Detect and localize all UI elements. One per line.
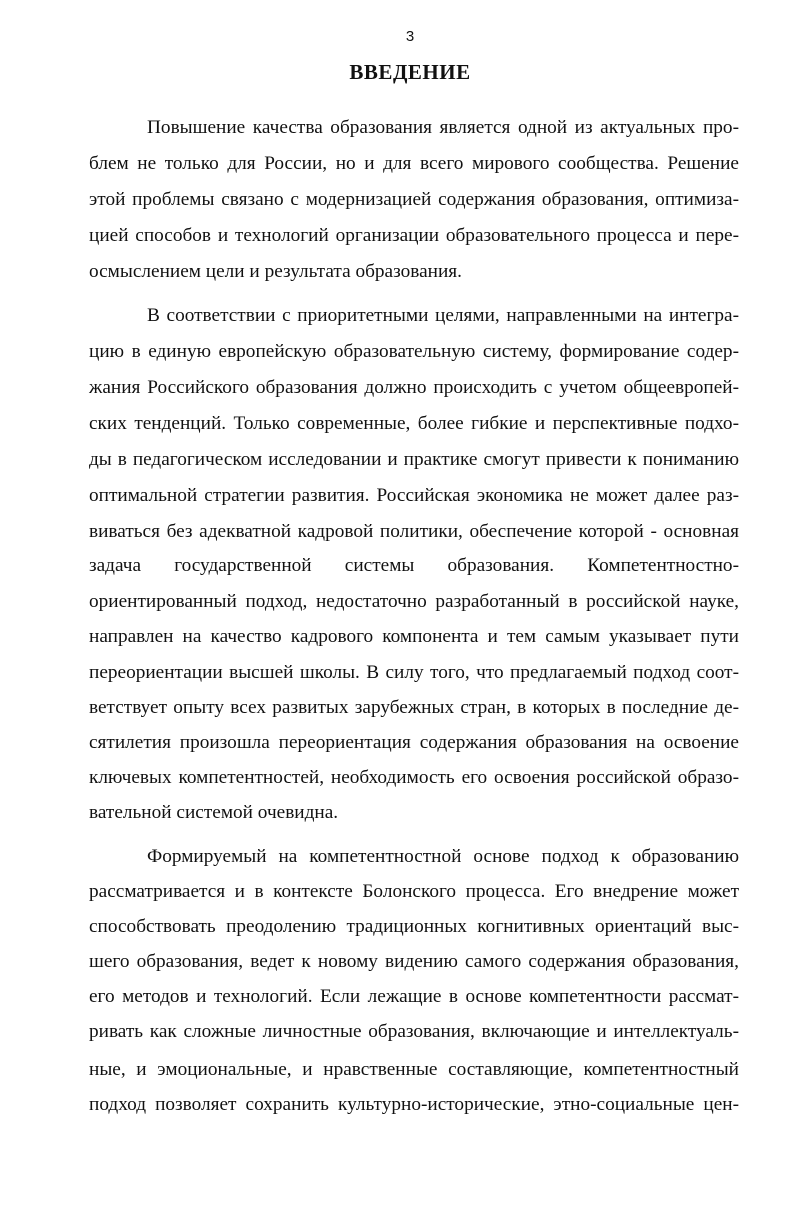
- text-line: ные, и эмоциональные, и нравственные составляющие, компетентностный: [89, 1059, 739, 1080]
- text-line: оптимальной стратегии развития. Российская экономика не может далее раз-: [89, 485, 739, 506]
- text-line: ских тенденций. Только современные, более гибкие и перспективные подхо-: [89, 413, 739, 434]
- page-number: 3: [405, 28, 415, 45]
- text-line: шего образования, ведет к новому видению самого содержания образования,: [89, 951, 739, 972]
- text-line: Формируемый на компетентностной основе подход к образованию: [147, 846, 739, 867]
- text-line: цию в единую европейскую образовательную систему, формирование содер-: [89, 341, 739, 362]
- text-line: подход позволяет сохранить культурно-исторические, этно-социальные цен-: [89, 1094, 739, 1115]
- text-line: переориентации высшей школы. В силу того, что предлагаемый подход соот-: [89, 662, 739, 683]
- text-line: рассматривается и в контексте Болонского процесса. Его внедрение может: [89, 881, 739, 902]
- text-line: осмыслением цели и результата образования.: [89, 261, 462, 282]
- text-line: ключевых компетентностей, необходимость его освоения российской образо-: [89, 767, 739, 788]
- text-line: его методов и технологий. Если лежащие в основе компетентности рассмат-: [89, 986, 739, 1007]
- text-line: сятилетия произошла переориентация содержания образования на освоение: [89, 732, 739, 753]
- text-line: способствовать преодолению традиционных когнитивных ориентаций выс-: [89, 916, 739, 937]
- text-line: вательной системой очевидна.: [89, 802, 339, 823]
- text-line: ориентированный подход, недостаточно разработанный в российской науке,: [89, 591, 739, 612]
- text-line: Повышение качества образования является одной из актуальных про-: [147, 117, 739, 138]
- text-line: В соответствии с приоритетными целями, направленными на интегра-: [147, 305, 739, 326]
- text-line: виваться без адекватной кадровой политики, обеспечение которой - основная: [89, 521, 739, 542]
- text-line: задача государственной системы образования. Компетентностно-: [89, 555, 739, 576]
- text-line: цией способов и технологий организации образовательного процесса и пере-: [89, 225, 739, 246]
- section-heading: ВВЕДЕНИЕ: [349, 60, 471, 84]
- text-line: ды в педагогическом исследовании и практике смогут привести к пониманию: [89, 449, 739, 470]
- text-line: жания Российского образования должно происходить с учетом общеевропей-: [89, 377, 739, 398]
- text-line: ветствует опыту всех развитых зарубежных стран, в которых в последние де-: [89, 697, 739, 718]
- text-line: этой проблемы связано с модернизацией содержания образования, оптимиза-: [89, 189, 739, 210]
- text-line: ривать как сложные личностные образования, включающие и интеллектуаль-: [89, 1021, 739, 1042]
- text-line: блем не только для России, но и для всего мирового сообщества. Решение: [89, 153, 739, 174]
- text-line: направлен на качество кадрового компонента и тем самым указывает пути: [89, 626, 739, 647]
